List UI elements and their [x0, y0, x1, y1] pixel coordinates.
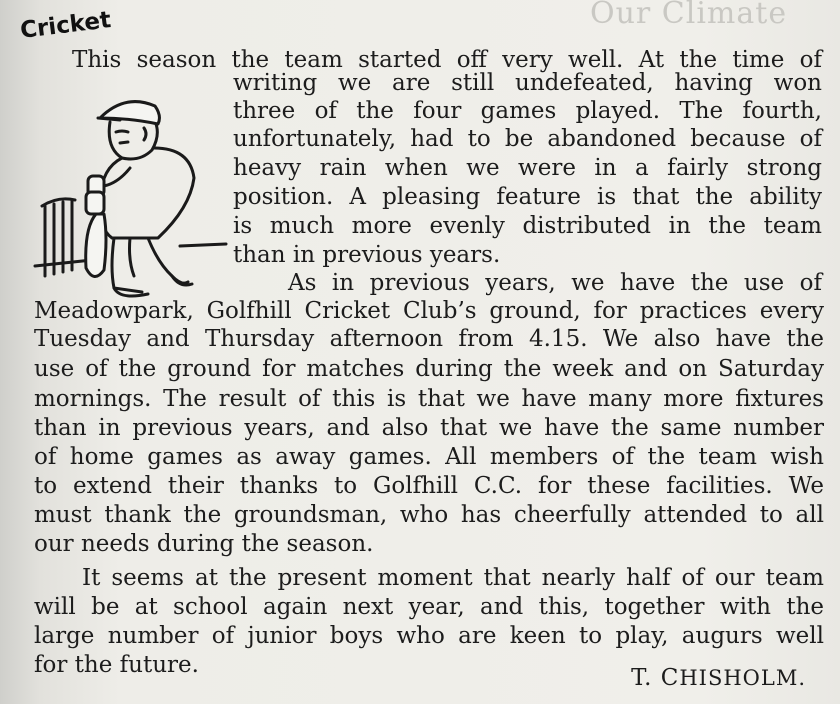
- text-line: than in previous years.: [233, 242, 501, 268]
- text-line: Meadowpark, Golfhill Cricket Club’s ground, for practices every: [34, 298, 824, 324]
- text-line: of home games as away games. All members of the team wish: [34, 444, 824, 470]
- text-line: must thank the groundsman, who has cheerfully attended to all: [34, 502, 824, 528]
- text-line: This season the team started off very well. At the time of: [72, 47, 822, 73]
- text-line: position. A pleasing feature is that the ability: [233, 184, 822, 210]
- text-line: for the future.: [34, 652, 199, 678]
- text-line: Tuesday and Thursday afternoon from 4.15. We also have the: [34, 326, 824, 352]
- text-line: to extend their thanks to Golfhill C.C. for these facilities. We: [34, 473, 824, 499]
- text-line: three of the four games played. The fourth,: [233, 98, 822, 124]
- text-line: than in previous years, and also that we have the same number: [34, 415, 824, 441]
- text-line: It seems at the present moment that nearly half of our team: [82, 565, 824, 591]
- signature-surname: HISHOLM.: [679, 666, 806, 690]
- section-heading: Cricket: [18, 7, 113, 45]
- author-signature: [631, 665, 806, 691]
- text-line: heavy rain when we were in a fairly strong: [233, 155, 822, 181]
- cricket-batsman-illustration: [30, 88, 230, 303]
- text-line: use of the ground for matches during the week and on Saturday: [34, 356, 824, 382]
- text-line: writing we are still undefeated, having won: [233, 70, 822, 96]
- text-line: mornings. The result of this is that we have many more fixtures: [34, 386, 824, 412]
- text-line: our needs during the season.: [34, 531, 374, 557]
- signature-initial: T. C: [631, 665, 680, 691]
- bleed-through-heading: Our Climate: [590, 0, 788, 31]
- text-line: unfortunately, had to be abandoned because of: [233, 126, 822, 152]
- text-line: is much more evenly distributed in the team: [233, 213, 822, 239]
- text-line: large number of junior boys who are keen to play, augurs well: [34, 623, 824, 649]
- text-line: As in previous years, we have the use of: [288, 270, 822, 296]
- text-line: will be at school again next year, and this, together with the: [34, 594, 824, 620]
